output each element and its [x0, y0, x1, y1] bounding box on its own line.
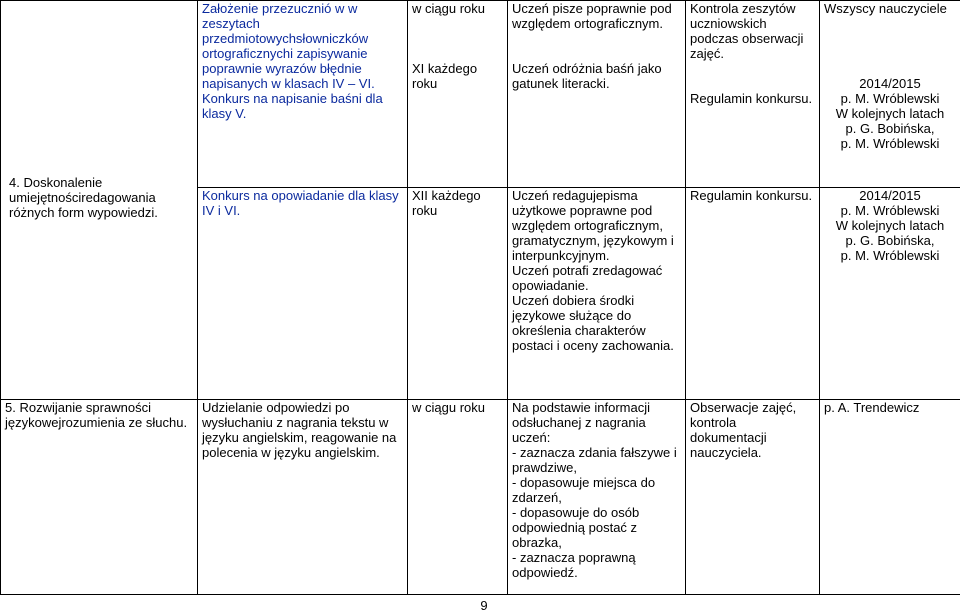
persons-cell: [820, 188, 960, 400]
result-item: Uczeń pisze poprawnie pod względem ortograficznym.: [512, 1, 672, 31]
term-cell: [408, 188, 508, 400]
control-item: Regulamin konkursu.: [690, 188, 813, 203]
result-item: Uczeń redagujepisma użytkowe poprawne pod względem ortograficznym, gramatycznym, językowym i interpunkcyjnym.: [512, 188, 674, 263]
person-item: W kolejnych latach: [835, 218, 945, 233]
form-item: Udzielanie odpowiedzi po wysłuchaniu z nagrania tekstu w języku angielskim, reagowanie na polecenia w języku angielskim.: [202, 400, 397, 460]
term-cell: [408, 1, 508, 188]
goal-text: 5. Rozwijanie sprawności językowejrozumienia ze słuchu.: [5, 400, 188, 430]
results-cell: [508, 400, 686, 595]
control-item: Regulamin konkursu.: [690, 91, 813, 106]
goal-cell: [1, 1, 198, 400]
goal-cell: [1, 400, 198, 595]
term-item: w ciągu roku: [412, 400, 485, 415]
person-item: p. G. Bobińska,: [845, 121, 935, 136]
result-item: Uczeń potrafi zredagować opowiadanie.: [512, 263, 663, 293]
result-item: - zaznacza zdania fałszywe i prawdziwe,: [512, 445, 677, 475]
result-item: Uczeń odróżnia baśń jako gatunek literacki.: [512, 61, 662, 91]
forms-cell: [198, 400, 408, 595]
person-item: 2014/2015: [859, 76, 921, 91]
result-item: Na podstawie informacji odsłuchanej z nagrania uczeń:: [512, 400, 651, 445]
control-cell: [686, 400, 820, 595]
control-item: Obserwacje zajęć, kontrola dokumentacji nauczyciela.: [690, 400, 797, 460]
result-item: - dopasowuje miejsca do zdarzeń,: [512, 475, 656, 505]
person-item: Wszyscy nauczyciele: [824, 1, 947, 16]
table-row: [1, 400, 960, 595]
person-item: W kolejnych latach: [835, 106, 945, 121]
results-cell: [508, 188, 686, 400]
person-item: 2014/2015: [859, 188, 921, 203]
control-cell: [686, 1, 820, 188]
term-cell: [408, 400, 508, 595]
forms-cell: [198, 188, 408, 400]
person-item: p. A. Trendewicz: [824, 400, 920, 415]
term-item: w ciągu roku: [412, 1, 485, 16]
forms-cell: [198, 1, 408, 188]
persons-cell: [820, 400, 960, 595]
person-item: p. M. Wróblewski: [840, 203, 940, 218]
person-item: p. G. Bobińska,: [845, 233, 935, 248]
control-item: Kontrola zeszytów uczniowskich podczas obserwacji zajęć.: [690, 1, 804, 61]
result-item: Uczeń dobiera środki językowe służące do określenia charakterów postaci i oceny zachowania.: [512, 293, 674, 353]
person-item: p. M. Wróblewski: [840, 91, 940, 106]
table-row: [1, 1, 960, 188]
result-item: - zaznacza poprawną odpowiedź.: [512, 550, 636, 580]
results-cell: [508, 1, 686, 188]
result-item: - dopasowuje do osób odpowiednią postać z obrazka,: [512, 505, 640, 550]
term-item: XI każdego roku: [412, 61, 478, 91]
form-item: Konkurs na napisanie baśni dla klasy V.: [202, 91, 383, 121]
persons-cell: [820, 1, 960, 188]
page-number: 9: [480, 598, 488, 613]
person-item: p. M. Wróblewski: [840, 136, 940, 151]
term-item: XII każdego roku: [412, 188, 481, 218]
control-cell: [686, 188, 820, 400]
form-item: Konkurs na opowiadanie dla klasy IV i VI.: [202, 188, 399, 218]
person-item: p. M. Wróblewski: [840, 248, 940, 263]
goal-text: 4. Doskonalenie umiejętnościredagowania różnych form wypowiedzi.: [9, 175, 158, 220]
form-item: Założenie przezucznió w w zeszytach przedmiotowychsłowniczków ortograficznychi zapisywanie poprawnie wyrazów błędnie napisanych w klasach IV – VI.: [202, 1, 375, 91]
